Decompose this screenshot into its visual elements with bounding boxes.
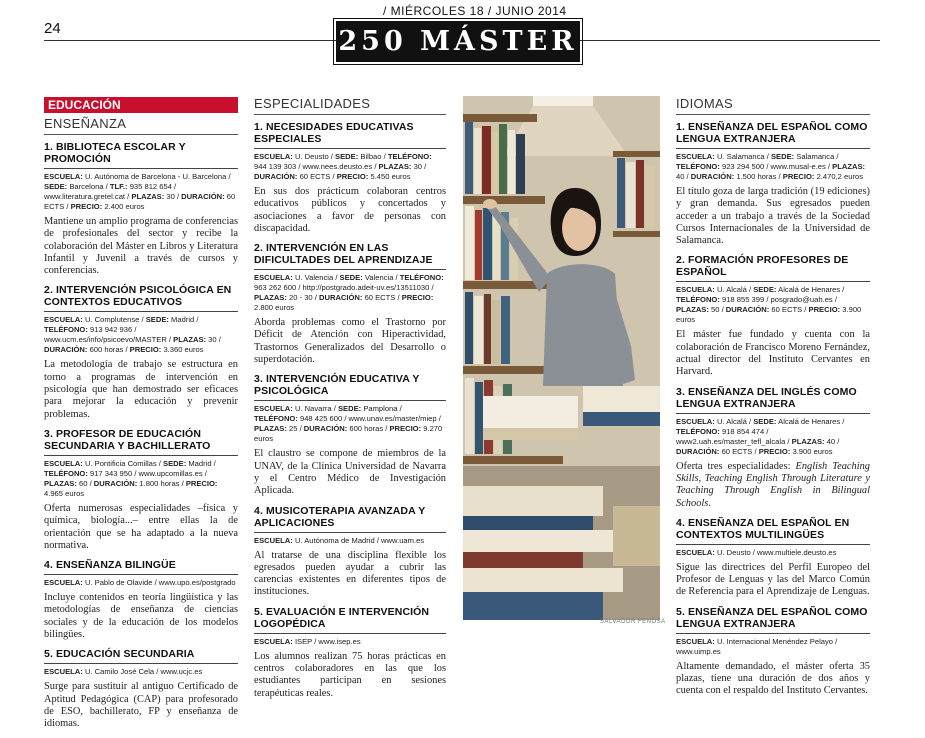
master-entry — [676, 606, 870, 698]
library-illustration — [463, 96, 660, 620]
entry-meta: ESCUELA: U. Camilo José Cela / www.ucjc.es — [44, 663, 238, 677]
book — [465, 292, 473, 364]
book — [484, 294, 491, 364]
book — [492, 132, 498, 194]
book — [465, 206, 474, 280]
entry-meta: ESCUELA: U. Salamanca / SEDE: Salamanca / TELÉFONO: 923 294 500 / www.musal-e.es / PLAZAS: 40 / DURACIÓN: 1.500 horas / PRECIO: 2.470,2 euros — [676, 148, 870, 182]
master-entry — [44, 141, 238, 277]
book-stack — [463, 516, 593, 530]
book — [492, 300, 500, 364]
education-column — [44, 96, 238, 738]
entry-description: Surge para sustituir al antiguo Certificado de Aptitud Pedagógica (CAP) para profesorado de ESO, bachillerato, FP y enseñanza de idiomas. — [44, 681, 238, 730]
entry-meta: ESCUELA: U. Autónoma de Madrid / www.uam.es — [254, 532, 446, 546]
entry-description: Aborda problemas como el Trastorno por Déficit de Atención con Hiperactividad, Trastornos Generalizados del Desarrollo o superdotación. — [254, 317, 446, 366]
master-entry — [254, 373, 446, 497]
desc-italic: English Teaching Skills, Teaching English Through Literature y Teaching Through English in Bilingual Schools — [676, 460, 870, 509]
entry-meta: ESCUELA: U. Pontificia Comillas / SEDE: Madrid / TELÉFONO: 917 343 950 / www.upcomillas.es / PLAZAS: 60 / DURACIÓN: 1.800 horas / PRECIO: 4.965 euros — [44, 455, 238, 499]
master-entry — [44, 428, 238, 552]
entry-description: El máster fue fundado y cuenta con la colaboración de Francisco Moreno Fernández, actual director del Instituto Cervantes en Harvard. — [676, 329, 870, 378]
master-entry — [254, 606, 446, 700]
entry-title: 4. MUSICOTERAPIA AVANZADA Y APLICACIONES — [254, 504, 426, 529]
master-entry — [676, 121, 870, 247]
entry-title: 2. INTERVENCIÓN PSICOLÓGICA EN CONTEXTOS EDUCATIVOS — [44, 284, 232, 309]
entry-description: El claustro se compone de miembros de la UNAV, de la Clínica Universidad de Navarra y el Centro Médico de Investigación Aplicada. — [254, 448, 446, 497]
master-entry — [676, 254, 870, 378]
section-heading: ESPECIALIDADES — [254, 96, 371, 111]
entry-title: 3. INTERVENCIÓN EDUCATIVA Y PSICOLÓGICA — [254, 373, 420, 398]
entry-title: 2. FORMACIÓN PROFESORES DE ESPAÑOL — [676, 254, 849, 279]
entry-description: Altamente demandado, el máster oferta 35 plazas, tiene una duración de dos años y cuenta con el respaldo del Instituto Cervantes. — [676, 660, 870, 697]
book — [499, 124, 507, 194]
book — [636, 160, 644, 228]
section-rule — [676, 114, 870, 115]
section-heading: IDIOMAS — [676, 96, 733, 111]
book-stack — [463, 486, 603, 516]
section-rule — [44, 134, 238, 135]
section-rule — [254, 114, 446, 115]
master-entry — [254, 121, 446, 235]
book-stack — [483, 428, 578, 440]
entry-title: 1. ENSEÑANZA DEL ESPAÑOL COMO LENGUA EXTRANJERA — [676, 121, 868, 145]
master-entry — [676, 517, 870, 599]
entry-meta: ESCUELA: U. Alcalá / SEDE: Alcalá de Henares / TELÉFONO: 918 854 474 / www2.uah.es/master_tefl_alcala / PLAZAS: 40 / DURACIÓN: 60 ECTS / PRECIO: 3.900 euros — [676, 413, 870, 457]
page-title: 250 MÁSTER — [336, 21, 580, 62]
ceiling-light — [533, 96, 593, 106]
entry-title: 5. EDUCACIÓN SECUNDARIA — [44, 648, 195, 661]
entry-meta: ESCUELA: U. Navarra / SEDE: Pamplona / TELÉFONO: 948 425 600 / www.unav.es/master/miep / PLAZAS: 25 / DURACIÓN: 600 horas / PRECIO: 9.270 euros — [254, 400, 446, 444]
hand — [483, 199, 497, 209]
book — [483, 208, 492, 280]
entry-title: 5. EVALUACIÓN E INTERVENCIÓN LOGOPÉDICA — [254, 605, 430, 630]
entry-title: 3. PROFESOR DE EDUCACIÓN SECUNDARIA Y BACHILLERATO — [44, 427, 211, 452]
book-stack — [583, 412, 660, 426]
master-entry — [254, 505, 446, 599]
category-tag: EDUCACIÓN — [44, 97, 238, 113]
shelf-board — [463, 196, 545, 204]
photo-credit: SALVADOR FENOSA — [600, 619, 666, 625]
master-entry — [254, 242, 446, 366]
entry-title: 5. ENSEÑANZA DEL ESPAÑOL COMO LENGUA EXTRANJERA — [676, 605, 868, 630]
entry-description: La metodología de trabajo se estructura en torno a programas de intervención en psicología que han demostrado ser eficaces para mejorar la educación y prevenir problemas. — [44, 359, 238, 420]
shelf-board — [613, 231, 660, 237]
desk — [463, 386, 660, 620]
book — [475, 210, 482, 280]
page-number: 24 — [44, 20, 61, 37]
shelf-board — [463, 456, 563, 464]
entry-meta: ESCUELA: ISEP / www.isep.es — [254, 633, 446, 647]
book — [501, 296, 510, 364]
master-entry — [44, 648, 238, 730]
book — [465, 122, 473, 194]
book — [645, 166, 655, 228]
entry-title: 1. NECESIDADES EDUCATIVAS ESPECIALES — [254, 121, 414, 145]
entry-meta: ESCUELA: U. Deusto / SEDE: Bilbao / TELÉFONO: 944 139 303 / www.nees.deusto.es / PLAZAS: 30 / DURACIÓN: 60 ECTS / PRECIO: 5.450 euros — [254, 148, 446, 182]
entry-description: Al tratarse de una disciplina flexible los egresados pueden ayudar a cubrir las carencias existentes en diferentes tipos de instituciones. — [254, 549, 446, 598]
desc-intro: Oferta tres especialidades: — [676, 460, 796, 472]
languages-column — [676, 96, 870, 705]
book — [482, 126, 491, 194]
shelf-board — [613, 151, 660, 157]
book-stack — [613, 506, 660, 566]
book — [617, 158, 625, 228]
book-stack — [463, 552, 583, 568]
master-entry — [44, 284, 238, 420]
entry-meta: ESCUELA: U. Pablo de Olavide / www.upo.es/postgrado — [44, 574, 238, 588]
book — [508, 130, 515, 194]
master-entry — [44, 559, 238, 641]
entry-meta: ESCUELA: U. Autónoma de Barcelona - U. Barcelona / SEDE: Barcelona / TLF.: 935 812 654 / www.literatura.gretel.cat / PLAZAS: 30 / DURACIÓN: 60 ECTS / PRECIO: 2.400 euros — [44, 168, 238, 212]
book-stack — [463, 530, 613, 552]
book — [626, 162, 635, 228]
entry-title: 3. ENSEÑANZA DEL INGLÉS COMO LENGUA EXTRANJERA — [676, 385, 857, 410]
book — [474, 296, 483, 364]
entry-meta: ESCUELA: U. Deusto / www.multiele.deusto.es — [676, 544, 870, 558]
book — [474, 128, 481, 194]
book — [475, 382, 483, 454]
specialties-column — [254, 96, 446, 707]
entry-description: Oferta numerosas especialidades –física y química, biología...– entre ellas la de orientación que se ha adaptado a la nueva normativa. — [44, 502, 238, 551]
entry-title: 1. BIBLIOTECA ESCOLAR Y PROMOCIÓN — [44, 141, 186, 165]
shirt — [543, 264, 623, 386]
entry-meta: ESCUELA: U. Internacional Menéndez Pelayo / www.uimp.es — [676, 633, 870, 657]
entry-description: Los alumnos realizan 75 horas prácticas en centros colaboradores en las que los estudiantes participan en sesiones terapéuticas reales. — [254, 650, 446, 699]
entry-description: En sus dos prácticum colaboran centros educativos públicos y concertados y asociaciones a favor de personas con discapacidad. — [254, 186, 446, 234]
desc-end: . — [708, 497, 711, 509]
book — [465, 378, 474, 454]
issue-date: / MIÉRCOLES 18 / JUNIO 2014 — [383, 4, 567, 18]
entry-title: 4. ENSEÑANZA DEL ESPAÑOL EN CONTEXTOS MULTILINGÜES — [676, 516, 850, 541]
entry-meta: ESCUELA: U. Complutense / SEDE: Madrid / TELÉFONO: 913 942 936 / www.ucm.es/info/psicoevo/MASTER / PLAZAS: 30 / DURACIÓN: 600 horas / PRECIO: 3.360 euros — [44, 311, 238, 355]
library-photo — [463, 96, 660, 620]
entry-description: El título goza de larga tradición (19 ediciones) y gran demanda. Sus egresados pueden acceder a un trabajo a través de la Sociedad Cursos Internacionales de la Universidad de Salamanca. — [676, 186, 870, 247]
book — [516, 134, 525, 194]
entry-description: Mantiene un amplio programa de conferencias de profesionales del sector y recibe la colaboración del Máster en Libros y Literatura Infantil y Juvenil a través de cursos y conferencias. — [44, 216, 238, 277]
book-stack — [463, 568, 623, 592]
entry-title: 4. ENSEÑANZA BILINGÜE — [44, 559, 176, 572]
entry-description: Sigue las directrices del Perfil Europeo del Profesor de Lenguas y las del Marco Común de Referencia para el Aprendizaje de Lenguas. — [676, 561, 870, 598]
master-entry — [676, 386, 870, 510]
entry-description: Incluye contenidos en teoría lingüística y las metodologías de enseñanza de ciencias sociales y de la educación de los modelos bilingües. — [44, 592, 238, 641]
shelf-board — [463, 114, 537, 122]
book-stack — [583, 386, 660, 412]
section-heading: ENSEÑANZA — [44, 116, 127, 131]
entry-description — [676, 461, 870, 510]
entry-title: 2. INTERVENCIÓN EN LAS DIFICULTADES DEL APRENDIZAJE — [254, 242, 433, 267]
entry-meta: ESCUELA: U. Valencia / SEDE: Valencia / TELÉFONO: 963 262 600 / http://postgrado.adeit-uv.es/13511030 / PLAZAS: 20 - 30 / DURACIÓN: 60 ECTS / PRECIO: 2.800 euros — [254, 269, 446, 313]
book-stack — [463, 592, 603, 620]
entry-meta: ESCUELA: U. Alcalá / SEDE: Alcalá de Henares / TELÉFONO: 918 855 399 / posgrado@uah.es / PLAZAS: 50 / DURACIÓN: 60 ECTS / PRECIO: 3.900 euros — [676, 281, 870, 325]
